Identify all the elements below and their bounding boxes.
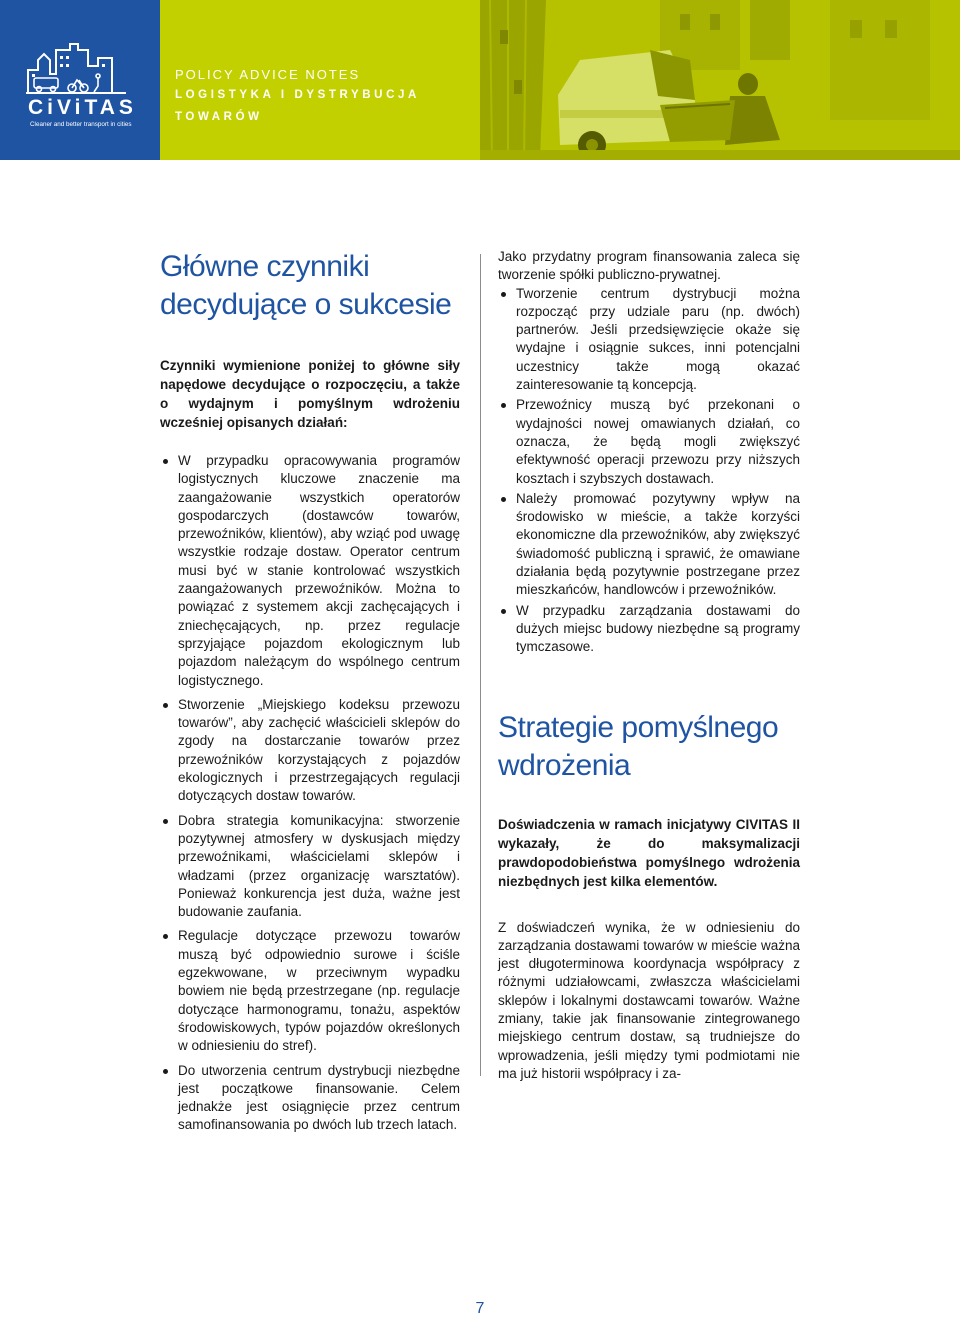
section-title-strategies [498,709,800,785]
list-item: Należy promować pozytywny wpływ na środowisko w mieście, a także korzyści ekonomiczne dla przewoźników, aby zwiększyć świadomość publiczną i sprawić, że omawiane działania będą pozytywnie postrzegane przez mieszkańców, handlowców i przewoźników. [498,490,800,600]
topic-title-line1: LOGISTYKA I DYSTRYBUCJA [175,89,420,101]
city-skyline-icon [26,40,136,96]
list-item: Stworzenie „Miejskiego kodeksu przewozu towarów”, aby zachęcić właścicieli sklepów do zgody na dostarczanie towarów przez przewoźników korzystających z pojazdów ekologicznych i przestrzegających regulacji dotyczących dostaw towarów. [160,696,460,806]
title-line-1: Strategie pomyślnego [498,710,779,744]
success-factors-list [160,452,460,1135]
logo-wordmark: CiViTAS [28,96,137,119]
left-column [160,248,460,1135]
list-item: Do utworzenia centrum dystrybucji niezbędne jest początkowe finansowanie. Celem jednakże jest osiągnięcie przez centrum samofinansowania po dwóch lub trzech latach. [160,1062,460,1135]
logo-tagline: Cleaner and better transport in cities [30,121,132,128]
strategies-body: Z doświadczeń wynika, że w odniesieniu do zarządzania dostawami towarów w mieście ważna jest długoterminowa koordynacja współpracy z różnymi udziałowcami, zwłaszcza właścicielami sklepów i lokalnymi dostawcami towarów. Ważne zmiany, takie jak finansowanie zintegrowanego miejskiego centrum dostaw, są trudniejsze do wprowadzenia, jeśli między tymi podmiotami nie ma już historii współpracy i za- [498,919,800,1081]
list-item: Dobra strategia komunikacyjna: stworzenie pozytywnej atmosfery w dyskusjach między przewoźnikami, właścicielami sklepów i władzami (przez organizację warsztatów). Ponieważ konkurencja jest duża, ważne jest budowanie zaufania. [160,812,460,922]
right-column [498,248,800,1083]
list-item: Tworzenie centrum dystrybucji można rozpocząć przy udziale paru (np. dwóch) partnerów. Jeśli przedsięwzięcie okaże się wydajne i osiągnie sukces, inni potencjalni uczestnicy także mogą okazać zainteresowanie tą koncepcją. [498,285,800,395]
page-number: 7 [475,1300,485,1317]
list-item: Regulacje dotyczące przewozu towarów muszą być odpowiednio surowe i ściśle egzekwowane, w przeciwnym wypadku bowiem nie będą przestrzegane (np. regulacje dotyczące harmonogramu, tonażu, aspektów środowiskowych, typów pojazdów określonych w odniesieniu do stref). [160,927,460,1055]
list-item: W przypadku opracowywania programów logistycznych kluczowe znaczenie ma zaangażowanie wszystkich operatorów gospodarczych (dostawców towarów, przewoźników, klientów), aby wziąć pod uwagę wszystkie rodzaje dostaw. Operator centrum musi być w stanie kontrolować wszystkich zaangażowanych przewoźników. Można to powiązać z systemem akcji zachęcających i zniechęcających, np. przez regulacje sprzyjające pojazdom ekologicznym lub pojazdom należącym do wspólnego centrum logistycznego. [160,452,460,690]
civitas-logo [0,0,160,160]
strategies-lead: Doświadczenia w ramach inicjatywy CIVITAS II wykazały, że do maksymalizacji prawdopodobieństwa pomyślnego wdrożenia niezbędnych jest kilka elementów. [498,816,800,889]
title-line-2: decydujące o sukcesie [160,288,452,321]
header-band [0,0,960,160]
list-item: Przewoźnicy muszą być przekonani o wydajności nowej omawianych działań, co oznacza, że będą mogli zwiększyć efektywność operacji przewozu przy niższych kosztach i szybszych dostawach. [498,396,800,487]
column-divider [480,254,481,1076]
section-title-success-factors [160,248,460,324]
funding-paragraph: Jako przydatny program finansowania zaleca się tworzenie spółki publiczno-prywatnej. [498,249,800,283]
list-item: W przypadku zarządzania dostawami do dużych miejsc budowy niezbędne są programy tymczasowe. [498,602,800,657]
intro-lead: Czynniki wymienione poniżej to główne siły napędowe decydujące o rozpoczęciu, a także o wydajnym i pomyślnym wdrożeniu wcześniej opisanych działań: [160,358,460,430]
title-line-2: wdrożenia [498,748,631,782]
topic-title-line2: TOWARÓW [175,111,263,123]
funding-list [498,285,800,657]
header-photo [480,0,960,160]
header-titles [175,66,420,128]
title-line-1: Główne czynniki [160,250,370,283]
series-title: POLICY ADVICE NOTES [175,67,361,82]
